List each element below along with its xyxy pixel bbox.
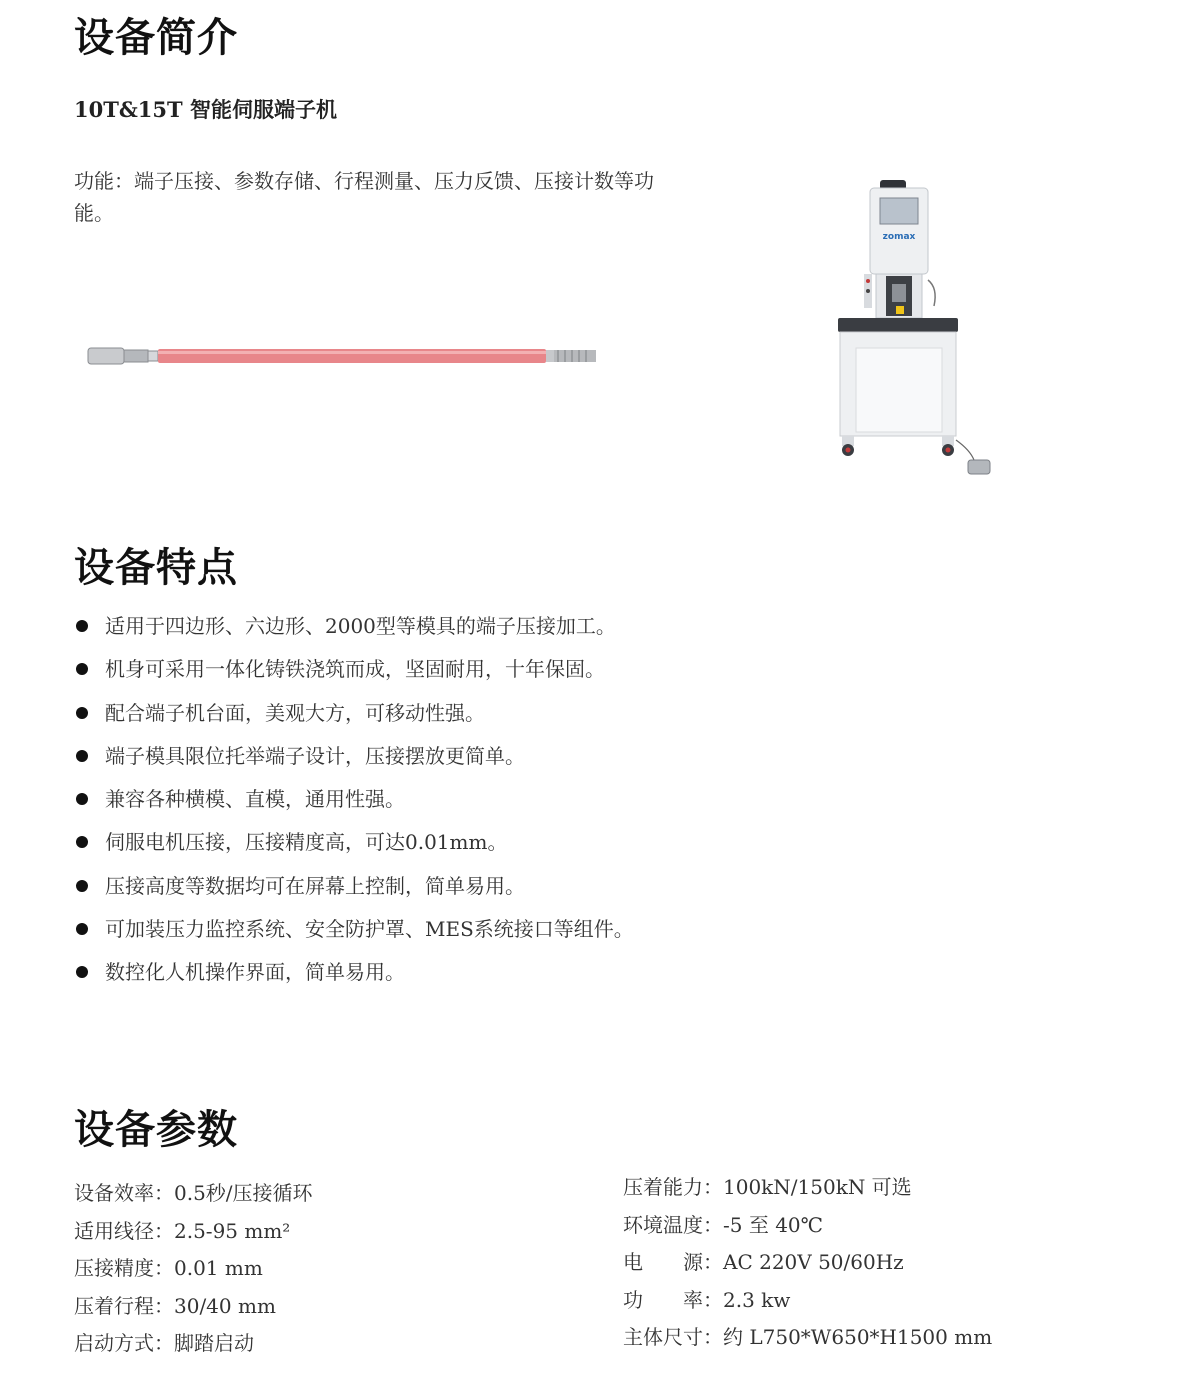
- features-list: [74, 605, 634, 995]
- params-left-column: [74, 1175, 313, 1363]
- feature-item: 配合端子机台面，美观大方，可移动性强。: [74, 692, 634, 735]
- function-description: 功能：端子压接、参数存储、行程测量、压力反馈、压接计数等功能。: [74, 169, 654, 225]
- brand-logo: zomax: [882, 232, 916, 242]
- param-power-supply: 电 源：AC 220V 50/60Hz: [623, 1250, 904, 1275]
- params-section-title: 设备参数: [74, 1107, 238, 1153]
- feature-item: 可加装压力监控系统、安全防护罩、MES系统接口等组件。: [74, 908, 634, 951]
- cable-terminal-lug: [88, 348, 124, 364]
- cable-exposed-conductor: [554, 350, 596, 362]
- features-section-title: 设备特点: [74, 545, 238, 591]
- param-power: 功 率：2.3 kw: [623, 1287, 791, 1312]
- crimped-cable-image: [84, 342, 604, 372]
- bullet-dot: [76, 750, 88, 762]
- param-crimp-force: 压着能力：100kN/150kN 可选: [623, 1175, 912, 1199]
- servo-terminal-machine-image: [830, 178, 1000, 478]
- param-efficiency: 设备效率：0.5秒/压接循环: [74, 1181, 313, 1205]
- feature-item: 机身可采用一体化铸铁浇筑而成，坚固耐用，十年保固。: [74, 648, 634, 691]
- machine-table-top: [838, 318, 958, 332]
- bullet-dot: [76, 707, 88, 719]
- param-precision: 压接精度：0.01 mm: [74, 1256, 263, 1281]
- bullet-dot: [76, 793, 88, 805]
- feature-item: 压接高度等数据均可在屏幕上控制，简单易用。: [74, 865, 634, 908]
- bullet-dot: [76, 663, 88, 675]
- bullet-dot: [76, 836, 88, 848]
- foot-pedal: [968, 460, 990, 474]
- bullet-dot: [76, 966, 88, 978]
- feature-item: 适用于四边形、六边形、2000型等模具的端子压接加工。: [74, 605, 634, 648]
- param-stroke: 压着行程：30/40 mm: [74, 1293, 276, 1318]
- feature-item: 伺服电机压接，压接精度高，可达0.01mm。: [74, 821, 634, 864]
- product-subtitle: 10T&15T 智能伺服端子机: [74, 97, 337, 122]
- feature-item: 端子模具限位托举端子设计，压接摆放更简单。: [74, 735, 634, 778]
- bullet-dot: [76, 620, 88, 632]
- param-dimensions: 主体尺寸：约 L750*W650*H1500 mm: [623, 1325, 993, 1350]
- bullet-dot: [76, 923, 88, 935]
- params-right-column: [623, 1169, 992, 1357]
- param-wire-gauge: 适用线径：2.5-95 mm²: [74, 1218, 291, 1243]
- bullet-dot: [76, 880, 88, 892]
- feature-item: 兼容各种横模、直模，通用性强。: [74, 778, 634, 821]
- feature-item: 数控化人机操作界面，简单易用。: [74, 951, 634, 994]
- param-ambient-temp: 环境温度：-5 至 40℃: [623, 1212, 824, 1237]
- param-start-mode: 启动方式：脚踏启动: [74, 1331, 254, 1356]
- machine-screen: [880, 198, 918, 224]
- intro-section-title: 设备简介: [74, 15, 238, 61]
